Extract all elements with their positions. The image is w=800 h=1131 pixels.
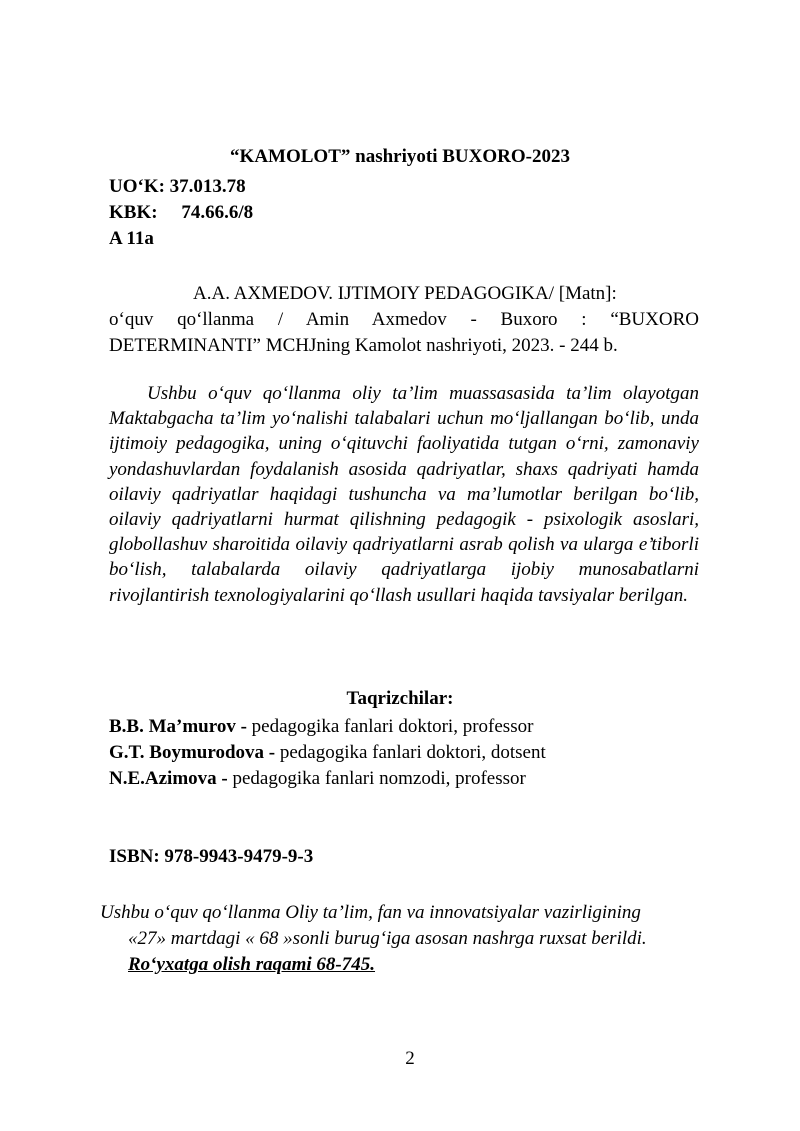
approval-line-1: Ushbu o‘quv qo‘llanma Oliy ta’lim, fan va innovatsiyalar vazirligining xyxy=(100,902,641,923)
reviewer-item xyxy=(109,740,546,766)
bibliographic-record xyxy=(109,281,699,359)
registration-number: Ro‘yxatga olish raqami 68-745. xyxy=(128,954,376,975)
reviewers-title: Taqrizchilar: xyxy=(346,688,454,709)
reviewer-role: pedagogika fanlari doktori, dotsent xyxy=(275,742,546,763)
reviewer-item xyxy=(109,714,546,740)
udk-code: UO‘K: 37.013.78 xyxy=(109,176,246,197)
approval-line-2: «27» martdagi « 68 »sonli burug‘iga asosan nashrga ruxsat berildi. xyxy=(128,928,647,949)
page-number: 2 xyxy=(405,1048,415,1069)
reviewer-role: pedagogika fanlari nomzodi, professor xyxy=(227,768,526,789)
bbk-value: 74.66.6/8 xyxy=(181,202,254,223)
bib-line-3: DETERMINANTI” MCHJning Kamolot nashriyoti, 2023. - 244 b. xyxy=(109,335,618,356)
reviewer-role: pedagogika fanlari doktori, professor xyxy=(246,716,534,737)
bib-line-1: A.A. AXMEDOV. IJTIMOIY PEDAGOGIKA/ [Matn]: xyxy=(193,283,617,304)
reviewer-item xyxy=(109,766,546,792)
bbk-code-row xyxy=(109,200,253,226)
author-mark: A 11a xyxy=(109,228,154,249)
isbn: ISBN: 978-9943-9479-9-3 xyxy=(109,846,314,867)
reviewer-name: G.T. Boymurodova - xyxy=(109,742,276,763)
publisher-line: “KAMOLOT” nashriyoti BUXORO-2023 xyxy=(230,146,570,167)
reviewers-list xyxy=(109,714,546,792)
bbk-label: KBK: xyxy=(109,202,158,223)
reviewer-name: N.E.Azimova - xyxy=(109,768,228,789)
reviewer-name: B.B. Ma’murov - xyxy=(109,716,247,737)
abstract-paragraph: Ushbu o‘quv qo‘llanma oliy ta’lim muassasasida ta’lim olayotgan Maktabgacha ta’lim yo‘nalishi talabalari uchun mo‘ljallangan bo‘lib, unda ijtimoiy pedagogika, uning o‘qituvchi faoliyatida tutgan o‘rni, zamonaviy yondashuvlardan foydalanish asosida qadriyatlar, shaxs qadriyati hamda oilaviy qadriyatlar haqidagi tushuncha va ma’lumotlar berilgan bo‘lib, oilaviy qadriyatlarni hurmat qilishning pedagogik - psixologik asoslari, globollashuv sharoitida oilaviy qadriyatlarni asrab qolish va ularga e’tiborli bo‘lish, talabalarda oilaviy qadriyatlarga ijobiy munosabatlarni rivojlantirish texnologiyalarini qo‘llash usullari haqida tavsiyalar berilgan. xyxy=(109,383,699,606)
classification-codes xyxy=(109,174,253,252)
approval-note xyxy=(100,900,720,978)
bib-line-2: o‘quv qo‘llanma / Amin Axmedov - Buxoro : “BUXORO xyxy=(109,309,699,330)
